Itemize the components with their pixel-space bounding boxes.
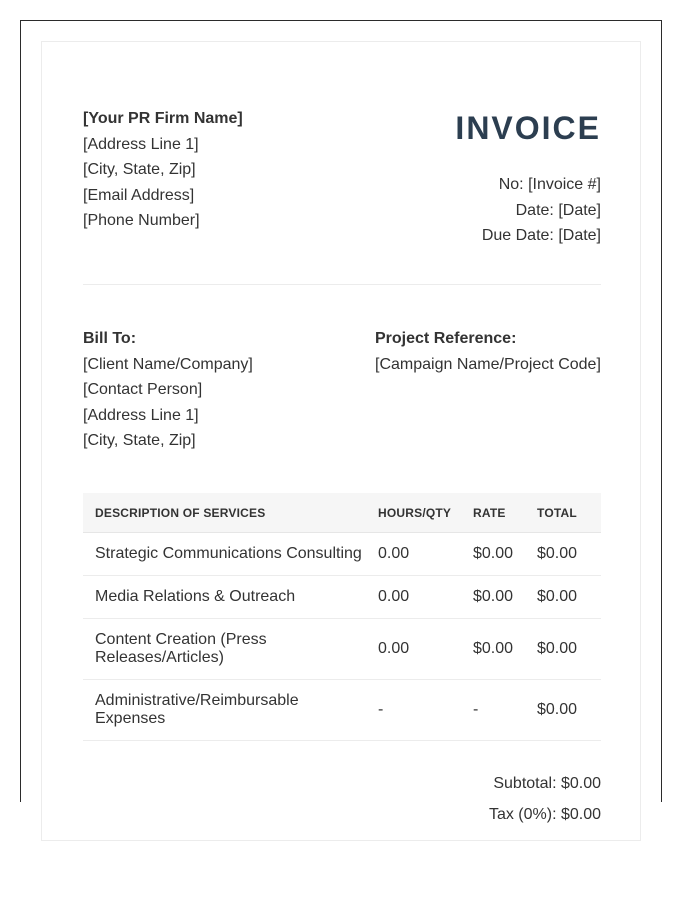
bill-to-section <box>83 326 353 454</box>
row-hours: 0.00 <box>378 545 410 562</box>
firm-name: [Your PR Firm Name] <box>83 110 243 127</box>
invoice-paper <box>41 41 641 841</box>
table-row <box>83 619 601 680</box>
row-total: $0.00 <box>537 640 578 657</box>
row-description: Media Relations & Outreach <box>95 588 296 605</box>
table-row <box>83 680 601 741</box>
header-description: DESCRIPTION OF SERVICES <box>95 505 266 520</box>
row-description: Content Creation (Press Releases/Articles) <box>95 631 267 666</box>
project-reference-heading: Project Reference: <box>375 330 517 347</box>
firm-city-state-zip: [City, State, Zip] <box>83 161 196 178</box>
project-reference-section <box>375 326 615 377</box>
row-rate: $0.00 <box>473 588 514 605</box>
header-total: TOTAL <box>537 505 577 520</box>
row-hours: - <box>378 701 384 718</box>
header-hours: HOURS/QTY <box>378 505 452 520</box>
tax: Tax (0%): $0.00 <box>488 806 601 823</box>
row-total: $0.00 <box>537 545 578 562</box>
row-rate: $0.00 <box>473 545 514 562</box>
table-row <box>83 533 601 576</box>
document-frame <box>20 20 662 823</box>
bill-to-contact: [Contact Person] <box>83 381 203 398</box>
row-rate: $0.00 <box>473 640 514 657</box>
invoice-date: Date: [Date] <box>515 201 601 219</box>
row-description: Administrative/Reimbursable Expenses <box>95 692 299 727</box>
bill-to-address-line1: [Address Line 1] <box>83 406 199 424</box>
header-divider <box>83 284 601 285</box>
invoice-meta <box>361 172 601 249</box>
subtotal: Subtotal: $0.00 <box>493 775 601 792</box>
row-total: $0.00 <box>537 588 578 605</box>
bill-to-city-state-zip: [City, State, Zip] <box>83 432 196 449</box>
header-rate: RATE <box>473 505 506 520</box>
bill-to-heading: Bill To: <box>83 330 137 347</box>
firm-info <box>83 106 343 234</box>
firm-email: [Email Address] <box>83 186 195 204</box>
invoice-due-date: Due Date: [Date] <box>481 227 601 244</box>
invoice-title: INVOICE <box>455 110 601 146</box>
services-table <box>83 493 601 741</box>
row-rate: - <box>473 701 479 718</box>
invoice-header <box>361 106 601 249</box>
row-total: $0.00 <box>537 701 578 718</box>
invoice-number: No: [Invoice #] <box>498 176 601 193</box>
table-header-row <box>83 493 601 533</box>
firm-address-line1: [Address Line 1] <box>83 135 199 153</box>
project-reference-value: [Campaign Name/Project Code] <box>375 355 601 373</box>
row-hours: 0.00 <box>378 588 410 605</box>
row-hours: 0.00 <box>378 640 410 657</box>
table-row <box>83 576 601 619</box>
totals-section <box>341 768 601 830</box>
row-description: Strategic Communications Consulting <box>95 545 362 562</box>
firm-phone: [Phone Number] <box>83 212 200 229</box>
bill-to-client: [Client Name/Company] <box>83 355 253 373</box>
